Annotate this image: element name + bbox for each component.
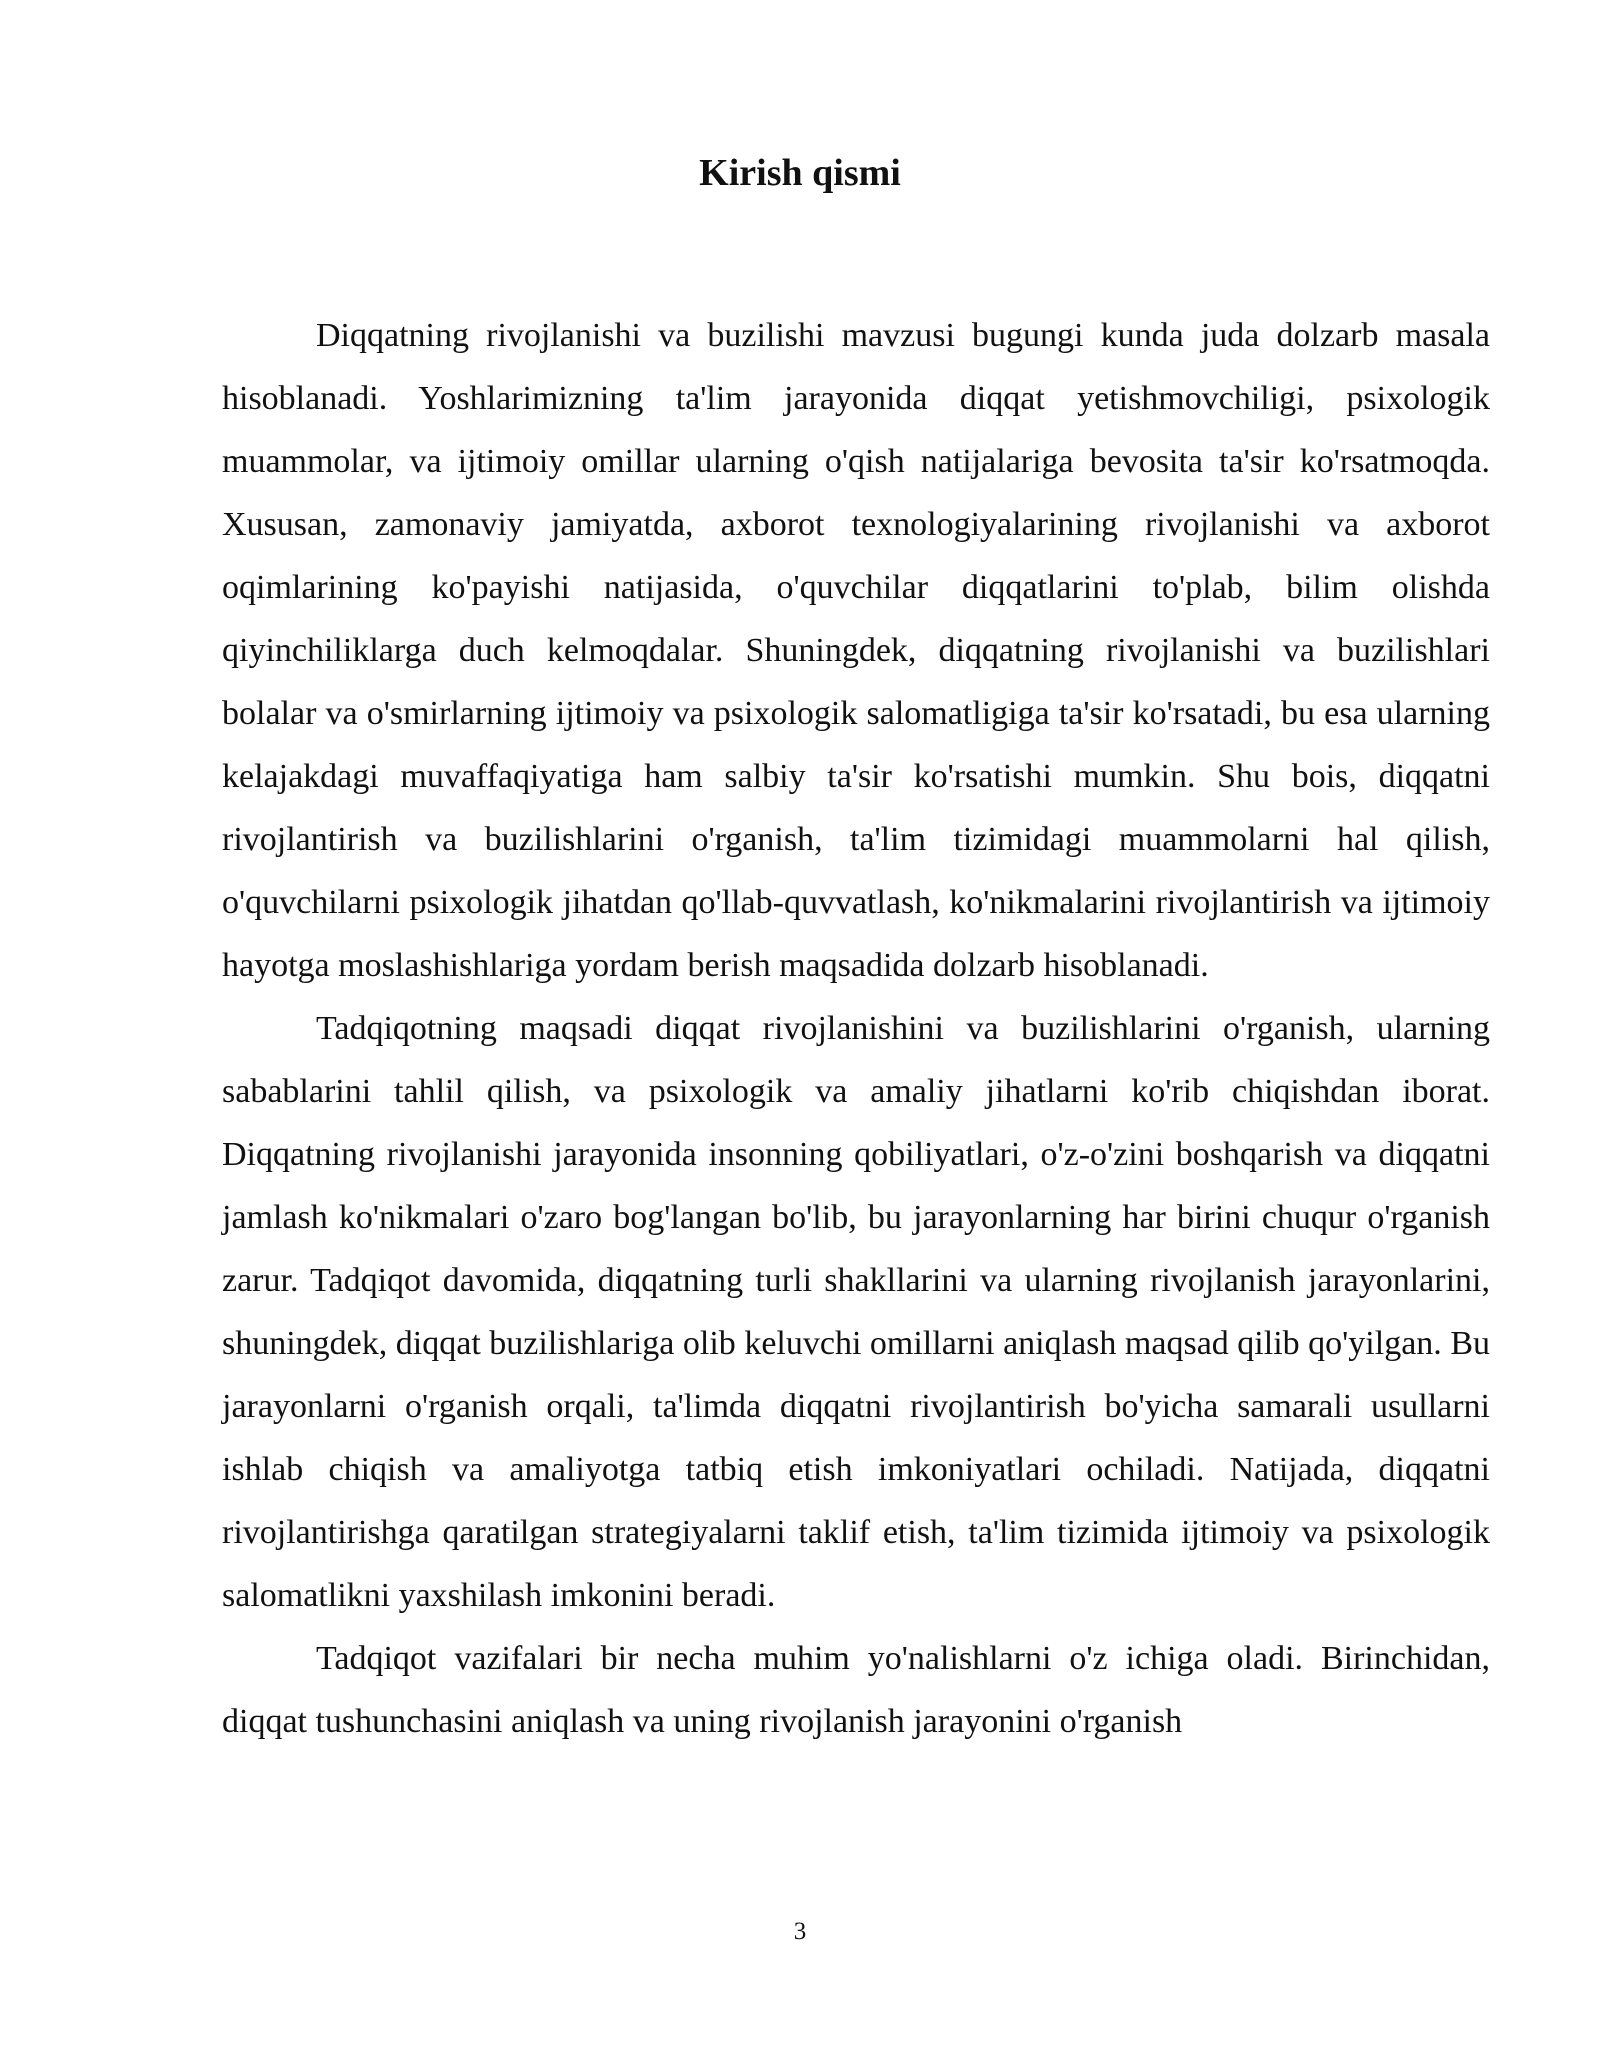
- paragraph-relevance: Diqqatning rivojlanishi va buzilishi mavzusi bugungi kunda juda dolzarb masala hisoblanadi. Yoshlarimizning ta'lim jarayonida diqqat yetishmovchiligi, psixologik muammolar, va ijtimoiy omillar ularning o'qish natijalariga bevosita ta'sir ko'rsatmoqda. Xususan, zamonaviy jamiyatda, axborot texnologiyalarining rivojlanishi va axborot oqimlarining ko'payishi natijasida, o'quvchilar diqqatlarini to'plab, bilim olishda qiyinchiliklarga duch kelmoqdalar. Shuningdek, diqqatning rivojlanishi va buzilishlari bolalar va o'smirlarning ijtimoiy va psixologik salomatligiga ta'sir ko'rsatadi, bu esa ularning kelajakdagi muvaffaqiyatiga ham salbiy ta'sir ko'rsatishi mumkin. Shu bois, diqqatni rivojlantirish va buzilishlarini o'rganish, ta'lim tizimidagi muammolarni hal qilish, o'quvchilarni psixologik jihatdan qo'llab-quvvatlash, ko'nikmalarini rivojlantirish va ijtimoiy hayotga moslashishlariga yordam berish maqsadida dolzarb hisoblanadi.: [222, 317, 1490, 984]
- body-text: [222, 304, 1490, 1753]
- page-number: 3: [793, 1918, 807, 1945]
- paragraph-research-tasks: Tadqiqot vazifalari bir necha muhim yo'nalishlarni o'z ichiga oladi. Birinchidan, diqqat tushunchasini aniqlash va uning rivojlanish jarayonini o'rganish: [222, 1640, 1490, 1740]
- page-title: Kirish qismi: [699, 152, 901, 194]
- paragraph-research-goal: Tadqiqotning maqsadi diqqat rivojlanishini va buzilishlarini o'rganish, ularning sabablarini tahlil qilish, va psixologik va amaliy jihatlarni ko'rib chiqishdan iborat. Diqqatning rivojlanishi jarayonida insonning qobiliyatlari, o'z-o'zini boshqarish va diqqatni jamlash ko'nikmalari o'zaro bog'langan bo'lib, bu jarayonlarning har birini chuqur o'rganish zarur. Tadqiqot davomida, diqqatning turli shakllarini va ularning rivojlanish jarayonlarini, shuningdek, diqqat buzilishlariga olib keluvchi omillarni aniqlash maqsad qilib qo'yilgan. Bu jarayonlarni o'rganish orqali, ta'limda diqqatni rivojlantirish bo'yicha samarali usullarni ishlab chiqish va amaliyotga tatbiq etish imkoniyatlari ochiladi. Natijada, diqqatni rivojlantirishga qaratilgan strategiyalarni taklif etish, ta'lim tizimida ijtimoiy va psixologik salomatlikni yaxshilash imkonini beradi.: [222, 1010, 1490, 1614]
